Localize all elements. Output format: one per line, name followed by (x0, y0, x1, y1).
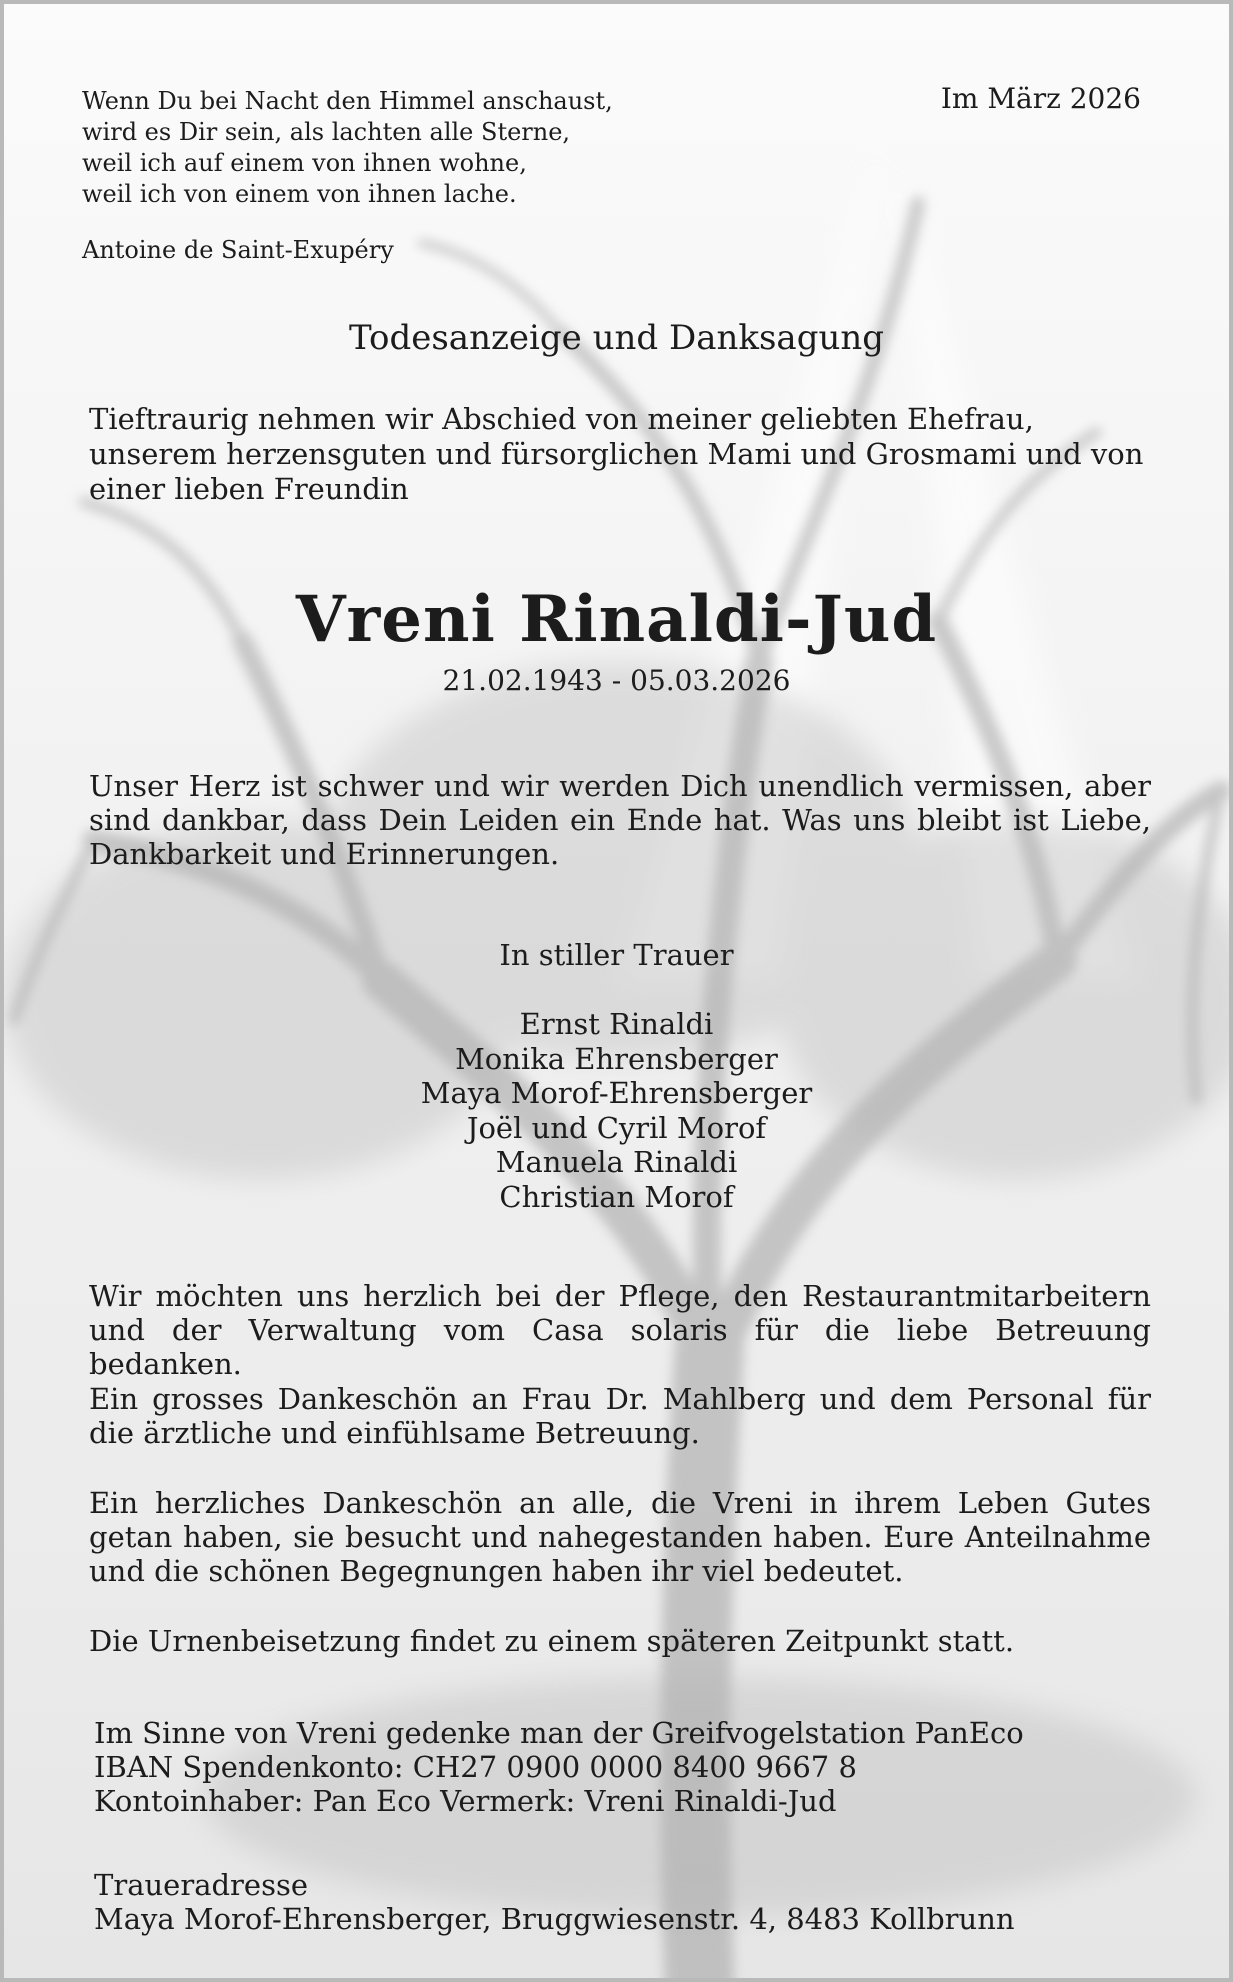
mourner-name: Ernst Rinaldi (519, 1007, 714, 1041)
burial-paragraph: Die Urnenbeisetzung findet zu einem späteren Zeitpunkt statt. (89, 1624, 1015, 1658)
mourning-address (94, 1868, 1015, 1936)
mourner-name: Christian Morof (499, 1179, 734, 1214)
mourner-name: Monika Ehrensberger (455, 1041, 778, 1076)
poem-line: weil ich auf einem von ihnen wohne, (82, 149, 527, 177)
poem-quote (82, 86, 613, 210)
poem-line: wird es Dir sein, als lachten alle Sterne, (82, 118, 571, 146)
donation-iban: IBAN Spendenkonto: CH27 0900 0000 8400 9667 8 (94, 1750, 857, 1784)
deceased-name: Vreni Rinaldi-Jud (295, 582, 938, 657)
mourner-name: Manuela Rinaldi (495, 1145, 738, 1179)
life-dates: 21.02.1943 - 05.03.2026 (442, 664, 791, 697)
mourning-label: In stiller Trauer (499, 938, 734, 972)
address-text: Maya Morof-Ehrensberger, Bruggwiesenstr. 4, 8483 Kollbrunn (94, 1902, 1015, 1936)
donation-line: Im Sinne von Vreni gedenke man der Greifvogelstation PanEco (94, 1716, 1024, 1750)
thanks-care-paragraph: Wir möchten uns herzlich bei der Pflege, den Restaurantmitarbeitern und der Verwaltung vom Casa solaris für die liebe Betreuung bedanken. (89, 1279, 1151, 1381)
mourners-list (4, 1007, 1229, 1214)
misty-tree-illustration (4, 4, 1229, 1978)
donation-info (94, 1716, 1024, 1818)
quote-author: Antoine de Saint-Exupéry (82, 236, 394, 264)
donation-account-holder: Kontoinhaber: Pan Eco Vermerk: Vreni Rinaldi-Jud (94, 1784, 837, 1818)
poem-line: Wenn Du bei Nacht den Himmel anschaust, (82, 87, 613, 115)
mourner-name: Joël und Cyril Morof (466, 1110, 767, 1145)
mourner-name: Maya Morof-Ehrensberger (420, 1076, 813, 1110)
thanks-doctor-paragraph: Ein grosses Dankeschön an Frau Dr. Mahlberg und dem Personal für die ärztliche und einfühlsame Betreuung. (89, 1382, 1151, 1450)
poem-line: weil ich von einem von ihnen lache. (82, 180, 517, 208)
address-label: Traueradresse (94, 1868, 309, 1902)
thanks-all-paragraph: Ein herzliches Dankeschön an alle, die Vreni in ihrem Leben Gutes getan haben, sie besucht und nahegestanden haben. Eure Anteilnahme und die schönen Begegnungen haben ihr viel bedeutet. (89, 1486, 1151, 1588)
intro-paragraph: Tieftraurig nehmen wir Abschied von meiner geliebten Ehefrau, unserem herzensguten und fürsorglichen Mami und Grosmami und von einer lieben Freundin (89, 402, 1144, 506)
farewell-paragraph: Unser Herz ist schwer und wir werden Dich unendlich vermissen, aber sind dankbar, dass Dein Leiden ein Ende hat. Was uns bleibt ist Liebe, Dankbarkeit und Erinnerungen. (89, 769, 1151, 871)
notice-date: Im März 2026 (940, 82, 1141, 115)
notice-heading: Todesanzeige und Danksagung (348, 318, 885, 358)
